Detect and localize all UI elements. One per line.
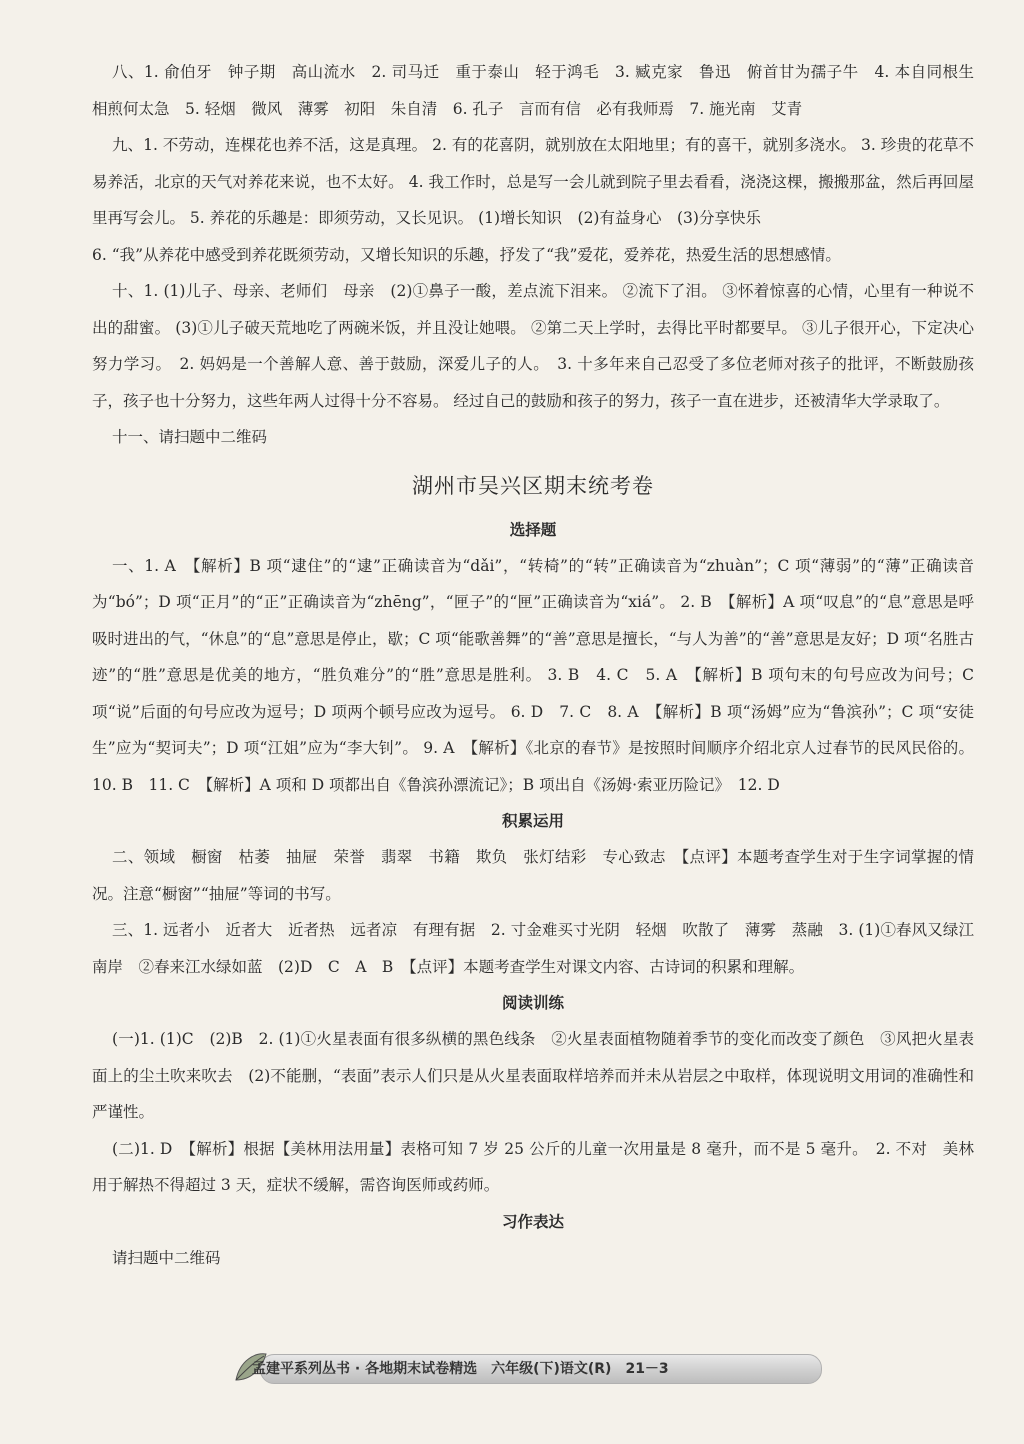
answer-section-8: 八、1. 俞伯牙 钟子期 高山流水 2. 司马迁 重于泰山 轻于鸿毛 3. 臧克家 鲁迅 俯首甘为孺子牛 4. 本自同根生 相煎何太急 5. 轻烟 微风 薄雾 初阳 朱自清 6. 孔子 言而有信 必有我师焉 7. 施光南 艾青 [92,63,990,118]
reading-passage-1: (一)1. (1)C (2)B 2. (1)①火星表面有很多纵横的黑色线条 ②火星表面植物随着季节的变化而改变了颜色 ③风把火星表面上的尘土吹来吹去 (2)不能删，“表面”表示人们只是从火星表面取样培养而并未从岩层之中取样，体现说明文用词的准确性和严谨性。 [92,1030,974,1121]
footer-series: 孟建平系列丛书 · 各地期末试卷精选 六年级(下)语文(R) [252,1361,612,1377]
reading-passage-2: (二)1. D 【解析】根据【美林用法用量】表格可知 7 岁 25 公斤的儿童一次用量是 8 毫升，而不是 5 毫升。 2. 不对 美林用于解热不得超过 3 天，症状不缓解，需咨询医师或药师。 [92,1139,974,1194]
page-footer [230,1346,830,1390]
answer-section-9: 九、1. 不劳动，连棵花也养不活，这是真理。 2. 有的花喜阴，就别放在太阳地里；有的喜干，就别多浇水。 3. 珍贵的花草不易养活，北京的天气对养花来说，也不太好。 4. 我工作时，总是写一会儿就到院子里去看看，浇浇这棵，搬搬那盆，然后再回屋里再写会儿。 5. 养花的乐趣是：即须劳动，又长见识。 (1)增长知识 (2)有益身心 (3)分享快乐 [92,136,974,227]
page-number: 21－3 [625,1361,669,1377]
accumulation-section-2: 二、领域 橱窗 枯萎 抽屉 荣誉 翡翠 书籍 欺负 张灯结彩 专心致志 【点评】本题考查学生对于生字词掌握的情况。注意“橱窗”“抽屉”等词的书写。 [92,848,974,903]
exam-title: 湖州市吴兴区期末统考卷 [412,473,654,498]
writing-answer: 请扫题中二维码 [112,1248,221,1267]
answer-content [92,54,990,1276]
accumulation-section-3: 三、1. 远者小 近者大 近者热 远者凉 有理有据 2. 寸金难买寸光阴 轻烟 吹散了 薄雾 蒸融 3. (1)①春风又绿江南岸 ②春来江水绿如蓝 (2)D C A B 【点评】本题考查学生对课文内容、古诗词的积累和理解。 [92,921,974,976]
heading-choice: 选择题 [509,520,557,539]
choice-answers: 一、1. A 【解析】B 项“逮住”的“逮”正确读音为“dǎi”，“转椅”的“转”正确读音为“zhuàn”；C 项“薄弱”的“薄”正确读音为“bó”；D 项“正月”的“正”正确读音为“zhēng”，“匣子”的“匣”正确读音为“xiá”。 2. B 【解析】A 项“叹息”的“息”意思是呼吸时进出的气，“休息”的“息”意思是停止，歇；C 项“能歌善舞”的“善”意思是擅长，“与人为善”的“善”意思是友好；D 项“名胜古迹”的“胜”意思是优美的地方，“胜负难分”的“胜”意思是胜利。 3. B 4. C 5. A 【解析】B 项句末的句号应改为问号；C 项“说”后面的句号应改为逗号；D 项两个顿号应改为逗号。 6. D 7. C 8. A 【解析】B 项“汤姆”应为“鲁滨孙”；C 项“安徒生”应为“契诃夫”；D 项“江姐”应为“李大钊”。 9. A 【解析】《北京的春节》是按照时间顺序介绍北京人过春节的民风民俗的。 10. B 11. C 【解析】A 项和 D 项都出自《鲁滨孙漂流记》；B 项出自《汤姆·索亚历险记》 12. D [92,556,974,794]
heading-reading: 阅读训练 [501,994,564,1012]
footer-text [252,1358,669,1378]
answer-section-11: 十一、请扫题中二维码 [112,428,268,446]
heading-accumulation: 积累运用 [501,812,564,830]
answer-section-10: 十、1. (1)儿子、母亲、老师们 母亲 (2)①鼻子一酸，差点流下泪来。 ②流下了泪。 ③怀着惊喜的心情，心里有一种说不出的甜蜜。 (3)①儿子破天荒地吃了两碗米饭，并且没让她喂。 ②第二天上学时，去得比平时都要早。 ③儿子很开心，下定决心努力学习。 2. 妈妈是一个善解人意、善于鼓励，深爱儿子的人。 3. 十多年来自己忍受了多位老师对孩子的批评，不断鼓励孩子，孩子也十分努力，这些年两人过得十分不容易。 经过自己的鼓励和孩子的努力，孩子一直在进步，还被清华大学录取了。 [92,282,974,410]
heading-writing: 习作表达 [501,1212,564,1231]
answer-section-9-item-6: 6. “我”从养花中感受到养花既须劳动，又增长知识的乐趣，抒发了“我”爱花，爱养花，热爱生活的思想感情。 [92,245,841,264]
